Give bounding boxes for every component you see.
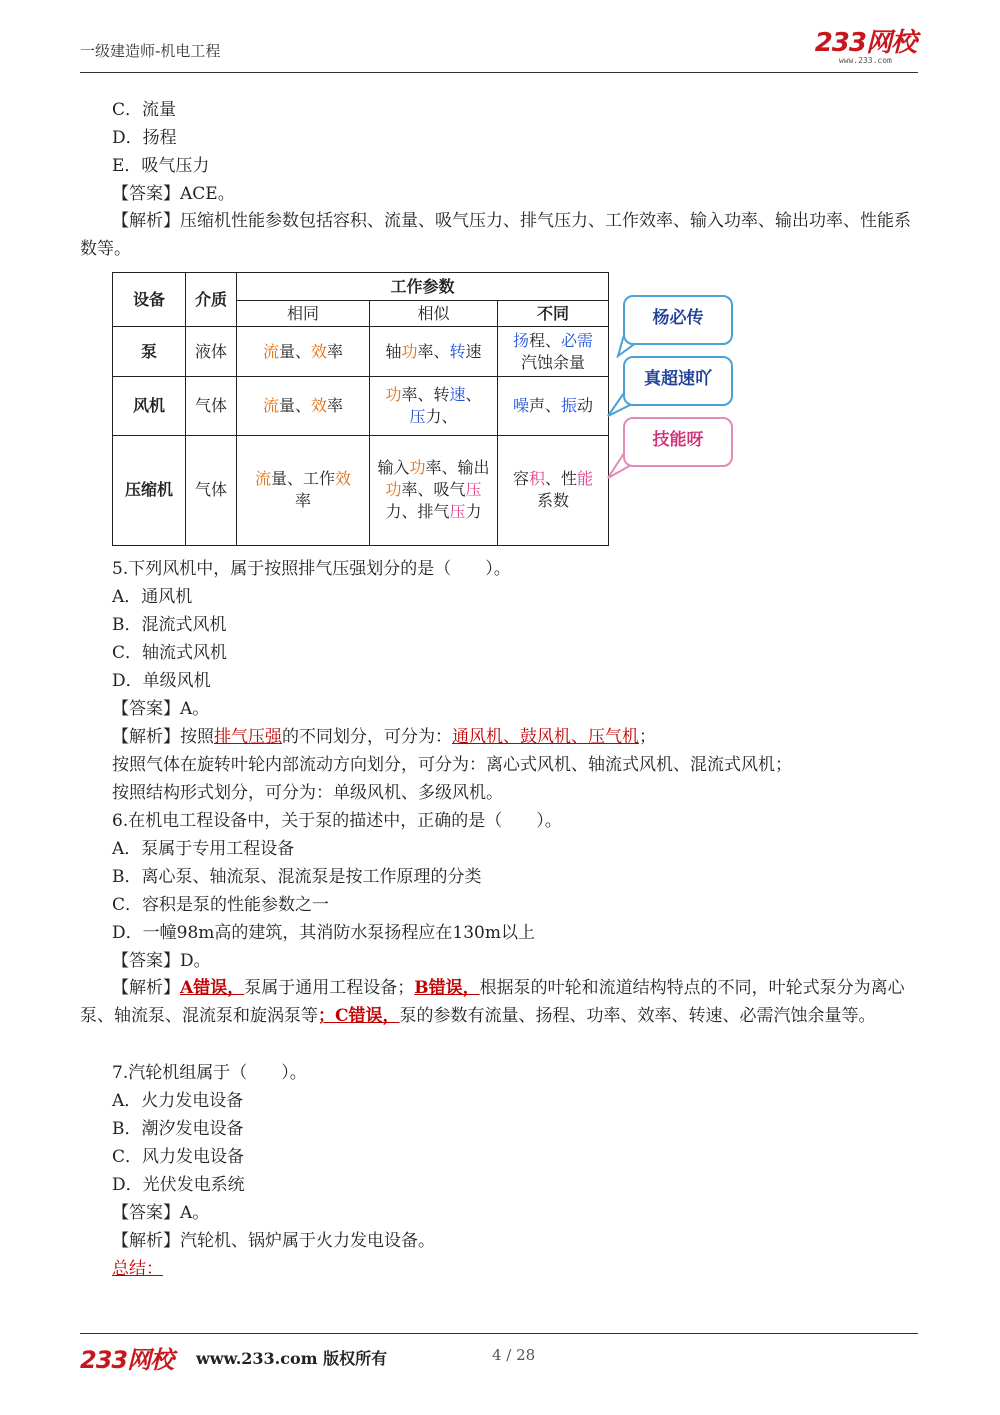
cell-medium: 液体 (186, 327, 237, 377)
table-row-pump (113, 327, 609, 377)
q5-answer: 【答案】A。 (112, 699, 210, 719)
cell-device: 压缩机 (113, 435, 186, 545)
q7-analysis: 【解析】汽轮机、锅炉属于火力发电设备。 (112, 1231, 435, 1251)
q6-option-c: C．容积是泵的性能参数之一 (112, 895, 330, 915)
mnemonic-bubble-pump: 杨必传 (623, 295, 733, 345)
q5-option-c: C．轴流式风机 (112, 643, 228, 663)
header-device: 设备 (113, 273, 186, 327)
table-row-fan (113, 377, 609, 435)
brand-logo[interactable] (815, 30, 916, 65)
q5-analysis: 【解析】按照排气压强的不同划分，可分为：通风机、鼓风机、压气机； (112, 727, 656, 747)
q5-option-a: A．通风机 (112, 587, 193, 607)
cell-medium: 气体 (186, 435, 237, 545)
page-number: 4 / 28 (492, 1346, 536, 1364)
header-similar: 相似 (370, 301, 498, 327)
q4-option-d: D．扬程 (112, 128, 177, 148)
header-diff: 不同 (498, 301, 609, 327)
q6-answer: 【答案】D。 (112, 951, 211, 971)
cell-device: 风机 (113, 377, 186, 435)
cell-similar: 功率、转速、 压力、 (370, 377, 498, 435)
q6-option-a: A．泵属于专用工程设备 (112, 839, 295, 859)
footer-logo[interactable]: 233网校 (80, 1346, 174, 1374)
header-medium: 介质 (186, 273, 237, 327)
q7-stem: 7.汽轮机组属于（ ）。 (112, 1063, 307, 1083)
q7-option-c: C．风力发电设备 (112, 1147, 245, 1167)
q5-analysis-line2: 按照气体在旋转叶轮内部流动方向划分，可分为：离心式风机、轴流式风机、混流式风机； (112, 755, 792, 775)
footer-copyright: www.233.com 版权所有 (196, 1349, 388, 1368)
cell-diff: 噪声、振动 (498, 377, 609, 435)
q7-option-b: B．潮汐发电设备 (112, 1119, 244, 1139)
q5-option-d: D．单级风机 (112, 671, 211, 691)
q5-option-b: B．混流式风机 (112, 615, 227, 635)
cell-same: 流量、效率 (237, 377, 370, 435)
mnemonic-bubble-fan: 真超速吖 (623, 356, 733, 406)
q4-answer: 【答案】ACE。 (112, 184, 235, 204)
header-same: 相同 (237, 301, 370, 327)
mnemonic-bubble-compressor: 技能呀 (623, 417, 733, 467)
summary-label: 总结： (112, 1259, 163, 1279)
q6-option-d: D．一幢98m高的建筑，其消防水泵扬程应在130m以上 (112, 923, 535, 943)
cell-medium: 气体 (186, 377, 237, 435)
header-title: 一级建造师-机电工程 (80, 42, 221, 60)
q7-option-a: A．火力发电设备 (112, 1091, 244, 1111)
header-params: 工作参数 (237, 273, 609, 301)
q6-option-b: B．离心泵、轴流泵、混流泵是按工作原理的分类 (112, 867, 482, 887)
page-footer (80, 1333, 918, 1374)
q7-answer: 【答案】A。 (112, 1203, 210, 1223)
cell-similar: 轴功率、转速 (370, 327, 498, 377)
q4-analysis: 【解析】压缩机性能参数包括容积、流量、吸气压力、排气压力、工作效率、输入功率、输出功率、性能系数等。 (80, 211, 911, 259)
q6-analysis: 【解析】A错误，泵属于通用工程设备；B错误，根据泵的叶轮和流道结构特点的不同，叶轮式泵分为离心泵、轴流泵、混流泵和旋涡泵等；C错误，泵的参数有流量、扬程、功率、效率、转速、必需汽蚀余量等。 (80, 978, 905, 1026)
cell-diff: 扬程、必需 汽蚀余量 (498, 327, 609, 377)
cell-similar: 输入功率、输出功率、吸气压力、排气压力 (370, 435, 498, 545)
q5-stem: 5.下列风机中，属于按照排气压强划分的是（ ）。 (112, 559, 511, 579)
q6-stem: 6.在机电工程设备中，关于泵的描述中，正确的是（ ）。 (112, 811, 562, 831)
logo-url: www.233.com (838, 56, 892, 65)
cell-same: 流量、效率 (237, 327, 370, 377)
q5-analysis-line3: 按照结构形式划分，可分为：单级风机、多级风机。 (112, 783, 503, 803)
cell-diff: 容积、性能 系数 (498, 435, 609, 545)
cell-device: 泵 (113, 327, 186, 377)
parameter-table (112, 272, 609, 546)
logo-text: 233网校 (814, 28, 916, 58)
table-row-compressor (113, 435, 609, 545)
q7-option-d: D．光伏发电系统 (112, 1175, 245, 1195)
q4-option-c: C．流量 (112, 100, 177, 120)
cell-same: 流量、工作效 率 (237, 435, 370, 545)
page-header (80, 30, 918, 73)
q4-option-e: E．吸气压力 (112, 156, 210, 176)
